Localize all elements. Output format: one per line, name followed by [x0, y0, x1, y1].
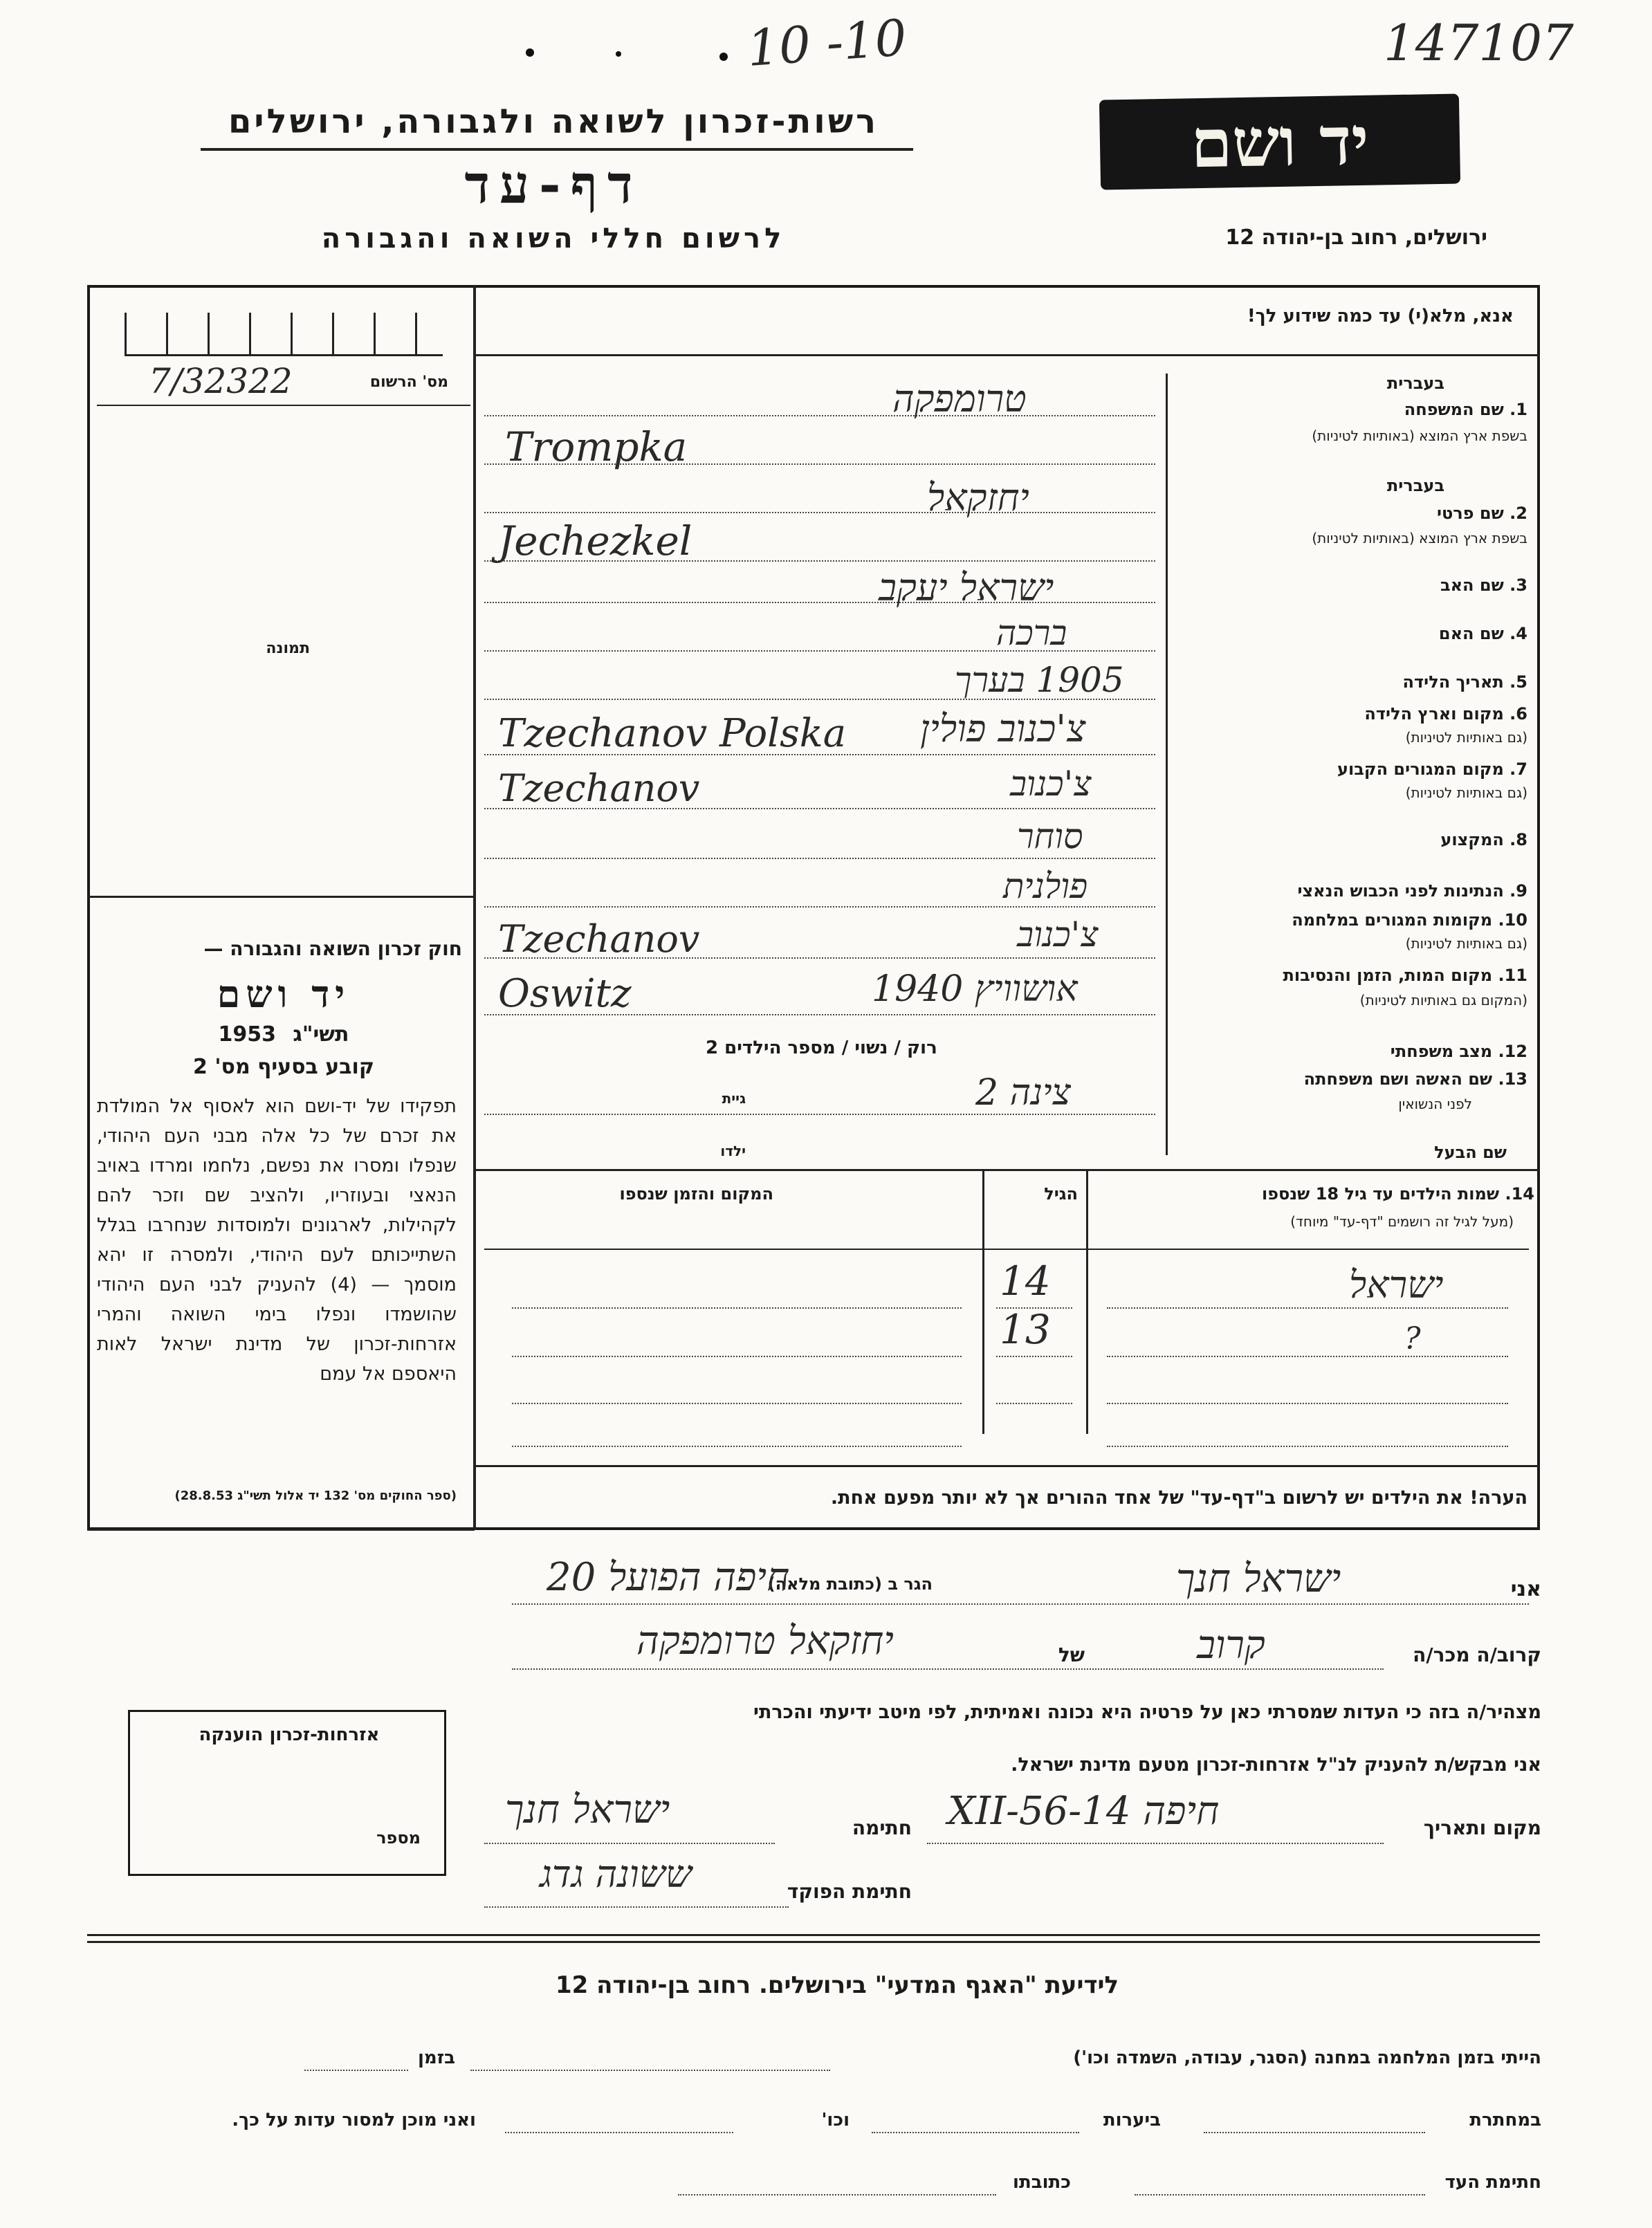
place-date-line: [927, 1843, 1384, 1844]
field-7-text: מקום המגורים הקבוע: [1337, 759, 1504, 779]
officer-line: [484, 1906, 789, 1908]
field-4-num: 4.: [1509, 624, 1527, 643]
child-line-3c: [1107, 1403, 1508, 1404]
decl-line-2: [512, 1668, 1384, 1670]
field-13-text: שם האשה ושם משפחתה: [1303, 1069, 1493, 1089]
children-num: 14.: [1505, 1184, 1534, 1204]
reg-no-value: 7/32322: [149, 361, 293, 401]
field-1-label: [1404, 400, 1527, 419]
officer-signature: ששונה גדג: [540, 1852, 692, 1896]
address: ירושלים, רחוב בן-יהודה 12: [1225, 225, 1487, 250]
field-13-value: צינה 2: [975, 1072, 1071, 1114]
field-10-label: [1292, 910, 1527, 930]
left-panel-divider: [473, 285, 476, 1530]
field-1-value-lat: Trompka: [505, 423, 688, 470]
bottom-line2-fill-b: [872, 2132, 1079, 2133]
bottom-line1-a: הייתי בזמן המלחמה במחנה (הסגר, עבודה, השמדה וכו'): [1073, 2047, 1541, 2068]
children-age-header: הגיל: [1044, 1184, 1078, 1204]
decl-line-1: [512, 1603, 1529, 1605]
law-year-heb: תשי"ג: [293, 1022, 349, 1047]
field-9-label: [1297, 881, 1527, 901]
child-line-4a: [512, 1446, 962, 1447]
form-subtitle: לרשום חללי השואה והגבורה: [321, 223, 786, 255]
signature: ישראל חנך: [505, 1787, 670, 1832]
field-3-num: 3.: [1509, 576, 1527, 595]
law-year-num: 1953: [218, 1022, 276, 1047]
children-label: [1262, 1184, 1534, 1204]
line-8: [484, 858, 1155, 859]
child-line-3b: [996, 1403, 1072, 1404]
child-age: 13: [1000, 1306, 1051, 1353]
field-11-sub: (המקום גם באותיות לטיניות): [1359, 992, 1527, 1009]
bottom-line3-a: חתימת העד: [1444, 2172, 1541, 2193]
labels-divider: [1166, 374, 1168, 1155]
photo-box: [97, 405, 470, 406]
intro-text: אנא, מלא(י) עד כמה שידוע לך!: [1247, 306, 1514, 326]
children-header-line: [484, 1249, 1529, 1250]
field-1-value-heb: טרומפקה: [892, 377, 1027, 421]
photo-bottom: [87, 896, 475, 898]
field-9-num: 9.: [1509, 881, 1527, 901]
husband-extra: ילדו: [720, 1143, 746, 1159]
field-9-text: הנתינות לפני הכבוש הנאצי: [1297, 881, 1504, 901]
field-6-value-lat: Tzechanov Polska: [498, 711, 847, 756]
decl-of-label: של: [1058, 1644, 1085, 1666]
field-1-heb-tag: בעברית: [1386, 374, 1444, 393]
child-line-1b: [996, 1307, 1072, 1309]
field-8-value: סוחר: [1017, 816, 1083, 856]
field-7-value-heb: צ'כנוב: [1010, 764, 1092, 804]
field-8-label: [1440, 830, 1527, 849]
field-2-text: שם פרטי: [1436, 504, 1504, 523]
tick-marks: [125, 313, 443, 356]
field-11-text: מקום המות, הזמן והנסיבות: [1283, 966, 1493, 985]
decl-statement: מצהיר/ה בזה כי העדות שמסרתי כאן על פרטיה היא נכונה ואמיתית, לפי מיטב ידיעתי והכרתי: [753, 1702, 1541, 1723]
bottom-line3-fill-a: [1135, 2194, 1425, 2195]
field-2-value-lat: Jechezkel: [498, 517, 692, 564]
field-7-sub: (גם באותיות לטיניות): [1405, 784, 1527, 801]
field-11-value-heb: אושוויץ 1940: [872, 968, 1078, 1010]
field-4-label: [1439, 624, 1527, 643]
child-line-3a: [512, 1403, 962, 1404]
field-1-text: שם המשפחה: [1404, 400, 1504, 419]
top-annotation: 10 -10: [745, 8, 909, 77]
decl-relation-label: קרוב/ה מכר/ה: [1413, 1644, 1541, 1666]
line-9: [484, 906, 1155, 908]
dot-marks: [526, 48, 733, 62]
field-8-num: 8.: [1509, 830, 1527, 849]
archive-number: 147107: [1384, 14, 1574, 72]
decl-of: יחזקאל טרומפקה: [636, 1619, 894, 1664]
field-1-num: 1.: [1509, 400, 1527, 419]
yad-vashem-logo: [1099, 93, 1460, 190]
field-2-heb-tag: בעברית: [1386, 476, 1444, 495]
field-6-label: [1364, 704, 1527, 724]
line-2a: [484, 512, 1155, 513]
signature-label: חתימה: [852, 1816, 912, 1839]
child-name: ?: [1404, 1321, 1421, 1356]
bottom-line1-b: בזמן: [417, 2047, 455, 2068]
decl-address-label: הגר ב (כתובת מלאה): [767, 1574, 933, 1594]
field-2-value-heb: יחזקאל: [927, 476, 1029, 519]
bottom-line2-b: ביערות: [1103, 2110, 1161, 2130]
field-11-label: [1283, 966, 1527, 985]
line-1a: [484, 415, 1155, 416]
law-year: [159, 1022, 408, 1047]
field-11-value-lat: Oswitz: [498, 971, 632, 1016]
field-4-value: ברכה: [996, 613, 1067, 653]
separator-top: [87, 1934, 1540, 1936]
field-3-label: [1440, 576, 1527, 595]
field-5-value: 1905 בערך: [955, 660, 1124, 700]
bottom-line3-b: כתובתו: [1013, 2172, 1071, 2193]
law-name: יד ושם: [217, 972, 351, 1016]
bottom-line1-fill-a: [470, 2070, 830, 2071]
field-5-text: תאריך הלידה: [1402, 672, 1504, 692]
children-place-header: המקום והזמן שנספו: [619, 1184, 773, 1204]
certificate-box: [128, 1710, 446, 1876]
bottom-line2-c: וכו': [821, 2110, 850, 2130]
field-10-value-lat: Tzechanov: [498, 917, 700, 961]
bottom-to: לידיעת "האגף המדעי" בירושלים. רחוב בן-יהודה 12: [555, 1971, 1119, 1999]
field-10-num: 10.: [1498, 910, 1527, 930]
bottom-line1-fill-b: [304, 2070, 408, 2071]
field-10-text: מקומות המגורים במלחמה: [1292, 910, 1493, 930]
line-13: [484, 1114, 1155, 1115]
cert-title: אזרחות-זכרון הוענקה: [199, 1724, 380, 1745]
children-sub: (מעל לגיל זה רושמים "דף-עד" מיוחד): [1290, 1213, 1514, 1230]
note-divider: [473, 1465, 1540, 1467]
field-13-extra: גיית: [722, 1090, 746, 1107]
bottom-line3-fill-b: [678, 2194, 996, 2195]
husband-label: שם הבעל: [1434, 1143, 1507, 1162]
field-13-label: [1304, 1069, 1527, 1089]
law-ref: (ספר החוקים מס' 132 יד אלול תשי"ג 28.8.53): [174, 1489, 457, 1503]
children-col-2: [1086, 1171, 1088, 1434]
children-text: שמות הילדים עד גיל 18 שנספו: [1261, 1184, 1500, 1204]
children-col-1: [982, 1171, 984, 1434]
decl-address: חיפה הפועל 20: [547, 1555, 790, 1600]
field-9-value: פולנית: [1003, 866, 1088, 906]
field-5-label: [1403, 672, 1527, 692]
photo-label: תמונה: [266, 640, 310, 657]
law-box-bottom: [87, 1529, 475, 1531]
logo-text: יד ושם: [1190, 101, 1370, 183]
note: הערה! את הילדים יש לרשום ב"דף-עד" של אחד ההורים אך לא יותר מפעם אחת.: [830, 1487, 1527, 1509]
authority-underline: [201, 148, 913, 151]
child-line-4c: [1107, 1446, 1508, 1447]
field-12-label: [1391, 1042, 1527, 1061]
field-12-num: 12.: [1498, 1042, 1527, 1061]
child-line-2c: [1107, 1356, 1508, 1357]
bottom-line2-fill-a: [1204, 2132, 1425, 2133]
child-name: ישראל: [1349, 1263, 1444, 1307]
field-13-sub: לפני הנשואין: [1398, 1096, 1472, 1112]
place-date-label: מקום ותאריך: [1423, 1816, 1541, 1839]
child-line-1a: [512, 1307, 962, 1309]
cert-number: מספר: [376, 1828, 421, 1848]
authority-name: רשות-זכרון לשואה ולגבורה, ירושלים: [228, 102, 879, 141]
field-10-value-heb: צ'כנוב: [1017, 914, 1099, 955]
field-3-text: שם האב: [1440, 576, 1504, 595]
field-13-num: 13.: [1498, 1069, 1527, 1089]
bottom-line2-fill-c: [505, 2132, 733, 2133]
reg-no-label: מס' הרשום: [369, 374, 448, 391]
field-4-text: שם האם: [1438, 624, 1504, 643]
law-text: תפקידו של יד-ושם הוא לאסוף אל המולדת את זכרם של כל אלה מבני העם היהודי, שנפלו ומסרו את נפשם, נלחמו ומרדו באויב הנאצי ובעוזריו, ולהציב שם וזכר להם לקהילות, לארגונים ולמוסדות שנחרבו בגלל השתייכותם לעם היהודי, ולמסרה זו יהא מוסמך — (4) להעניק לבני העם היהודי שהושמדו ונפלו בימי השואה והמרי אזרחות-זכרון של מדינת ישראל לאות היאספם אל עמם: [97, 1096, 457, 1385]
field-7-value-lat: Tzechanov: [498, 766, 700, 810]
signature-line: [484, 1843, 775, 1844]
field-7-num: 7.: [1509, 759, 1527, 779]
child-line-2a: [512, 1356, 962, 1357]
field-6-text: מקום וארץ הלידה: [1364, 704, 1504, 724]
bottom-line2-a: במחתרת: [1469, 2110, 1541, 2130]
line-3: [484, 602, 1155, 603]
law-section: קובע בסעיף מס' 2: [193, 1055, 374, 1079]
field-6-num: 6.: [1509, 704, 1527, 724]
form-title: דף-עד: [464, 154, 643, 215]
separator-bottom: [87, 1941, 1540, 1943]
field-8-text: המקצוע: [1440, 830, 1504, 849]
husband-line: [473, 1169, 1540, 1171]
field-5-num: 5.: [1509, 672, 1527, 692]
field-3-value: ישראל יעקב: [879, 566, 1054, 609]
child-line-2b: [996, 1356, 1072, 1357]
field-10-sub: (גם באותיות לטיניות): [1405, 935, 1527, 952]
field-2-label: [1437, 504, 1527, 523]
field-1-sub: בשפת ארץ המוצא (באותיות לטיניות): [1312, 427, 1527, 444]
field-11-num: 11.: [1498, 966, 1527, 985]
decl-ani: אני: [1510, 1577, 1541, 1601]
field-7-label: [1337, 759, 1527, 779]
field-2-sub: בשפת ארץ המוצא (באותיות לטיניות): [1312, 530, 1527, 546]
field-6-value-heb: צ'כנוב פולין: [920, 707, 1086, 751]
intro-underline: [473, 354, 1540, 356]
decl-relation: קרוב: [1197, 1623, 1265, 1668]
field-2-num: 2.: [1509, 504, 1527, 523]
decl-request: אני מבקש/ת להעניק לנ"ל אזרחות-זכרון מטעם מדינת ישראל.: [1011, 1754, 1541, 1776]
decl-name: ישראל חנך: [1176, 1556, 1341, 1601]
officer-label: חתימת הפוקד: [787, 1880, 912, 1903]
field-12-text: מצב משפחתי: [1390, 1042, 1493, 1061]
child-line-1c: [1107, 1307, 1508, 1309]
child-age: 14: [1000, 1258, 1051, 1305]
field-12-value: רוק / נשוי / מספר הילדים 2: [706, 1038, 937, 1058]
bottom-line2-d: ואני מוכן למסור עדות על כך.: [232, 2110, 476, 2130]
law-title: חוק זכרון השואה והגבורה —: [203, 937, 462, 960]
field-6-sub: (גם באותיות לטיניות): [1405, 729, 1527, 746]
place-date: חיפה 14-XII-56: [948, 1789, 1220, 1834]
